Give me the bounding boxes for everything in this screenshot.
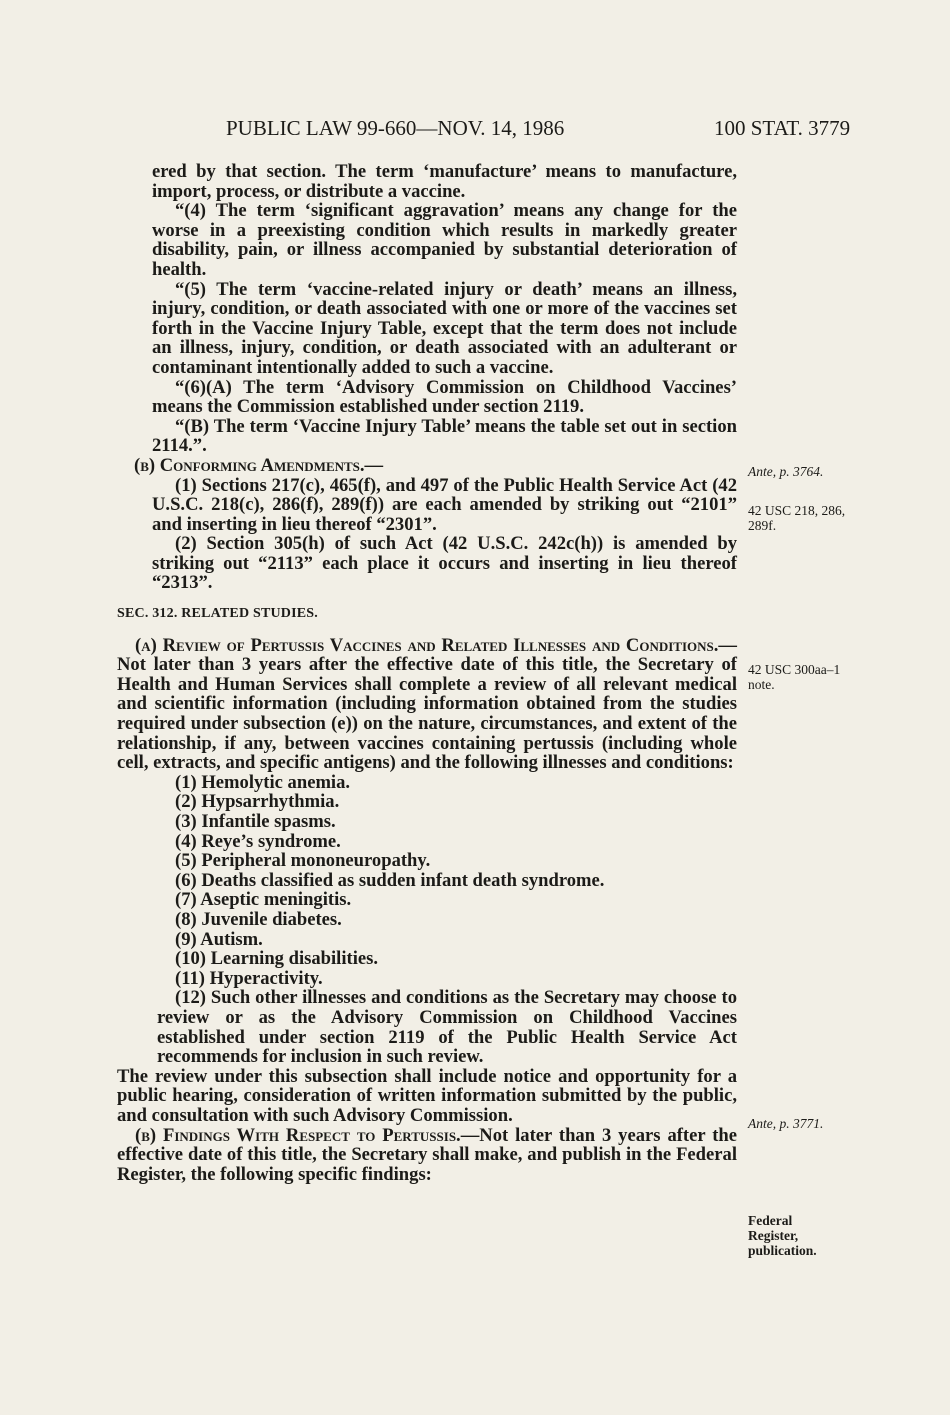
review-pertussis-heading: (a) Review of Pertussis Vaccines and Related Illnesses and Conditions. [135,634,719,656]
paragraph-findings-pertussis [117,1126,737,1185]
paragraph-vaccine-injury-table: “(B) The term ‘Vaccine Injury Table’ means the table set out in section 2114.”. [152,415,737,457]
list-item: (9) Autism. [175,928,263,950]
list-item: (6) Deaths classified as sudden infant death syndrome. [175,869,605,891]
list-item: (8) Juvenile diabetes. [175,908,342,930]
findings-pertussis-heading: (b) Findings With Respect to Pertussis. [135,1124,461,1146]
document-body [117,162,737,1184]
margin-note-ante-3764-text: Ante, p. 3764. [748,464,824,479]
margin-note-federal-register-line2: Register, [748,1228,799,1243]
margin-note-federal-register-line1: Federal [748,1213,793,1228]
paragraph-amendment-2: (2) Section 305(h) of such Act (42 U.S.C. 242c(h)) is amended by striking out “2113” each place it occurs and inserting in lieu thereof “2313”. [152,533,737,594]
list-item: (10) Learning disabilities. [175,948,378,970]
list-item-12: (12) Such other illnesses and conditions as the Secretary may choose to review or as the Advisory Commission on Childhood Vaccines established under section 2119 of the Public Health Service Act recommends for inclusion in such review. [157,987,737,1068]
list-item: (1) Hemolytic anemia. [175,771,351,793]
margin-note-42-usc-300aa-1 [748,662,840,692]
margin-note-42-usc-218-line1: 42 USC 218, 286, [748,503,846,518]
margin-note-42-usc-218-line2: 289f. [748,518,777,533]
margin-note-ante-3771-text: Ante, p. 3771. [748,1116,824,1131]
paragraph-amendment-1: (1) Sections 217(c), 465(f), and 497 of the Public Health Service Act (42 U.S.C. 218(c), 286(f), 289(f)) are each amended by striking out “2101” and inserting in lieu thereof “2301”. [152,474,737,535]
margin-note-ante-3764 [748,464,823,479]
list-item: (11) Hyperactivity. [175,967,323,989]
paragraph-vaccine-related-injury: “(5) The term ‘vaccine-related injury or death’ means an illness, injury, condition, or death associated with one or more of the vaccines set forth in the Vaccine Injury Table, except that the term does not include an illness, injury, condition, or death associated with an adulterant or contaminant intentionally added to such a vaccine. [152,278,737,378]
margin-note-ante-3771 [748,1116,823,1131]
list-item: (2) Hypsarrhythmia. [175,791,340,813]
margin-note-42-usc-218 [748,503,845,533]
list-item: (3) Infantile spasms. [175,811,336,832]
margin-note-federal-register-line3: publication. [748,1243,817,1258]
page-header [0,116,950,146]
paragraph-advisory-commission: “(6)(A) The term ‘Advisory Commission on Childhood Vaccines’ means the Commission established under section 2119. [152,376,737,418]
conforming-amendments-heading: (b) Conforming Amendments.— [134,454,384,476]
margin-note-42-usc-300aa-1-line1: 42 USC 300aa–1 [748,662,841,677]
paragraph-significant-aggravation: “(4) The term ‘significant aggravation’ means any change for the worse in a preexisting condition which results in markedly greater disability, pain, or illness accompanied by substantial deterioration of health. [152,200,737,280]
findings-pertussis-text: —Not later than 3 years after the effective date of this title, the Secretary shall make, and publish in the Federal Register, the following specific findings: [117,1124,737,1185]
header-stat-page: 100 STAT. 3779 [714,116,851,140]
paragraph-review-pertussis [117,636,737,773]
list-item: (5) Peripheral mononeuropathy. [175,850,431,872]
section-312-heading: SEC. 312. RELATED STUDIES. [117,606,318,622]
margin-note-federal-register [748,1213,817,1258]
list-item: (7) Aseptic meningitis. [175,889,352,911]
paragraph-manufacture-definition: ered by that section. The term ‘manufacture’ means to manufacture, import, process, or distribute a vaccine. [152,161,737,202]
margin-note-42-usc-300aa-1-line2: note. [748,677,775,692]
list-item: (4) Reye’s syndrome. [175,830,341,852]
review-pertussis-text: —Not later than 3 years after the effective date of this title, the Secretary of Health and Human Services shall complete a review of all relevant medical and scientific information (including information obtained from the studies required under subsection (e)) on the nature, circumstances, and extent of the relationship, if any, between vaccines containing pertussis (including whole cell, extracts, and specific antigens) and the following illnesses and conditions: [117,634,737,774]
conditions-list [117,773,737,1067]
paragraph-review-procedure: The review under this subsection shall include notice and opportunity for a public hearing, consideration of written information submitted by the public, and consultation with such Advisory Commission. [117,1065,737,1126]
header-title: PUBLIC LAW 99-660—NOV. 14, 1986 [226,116,565,140]
